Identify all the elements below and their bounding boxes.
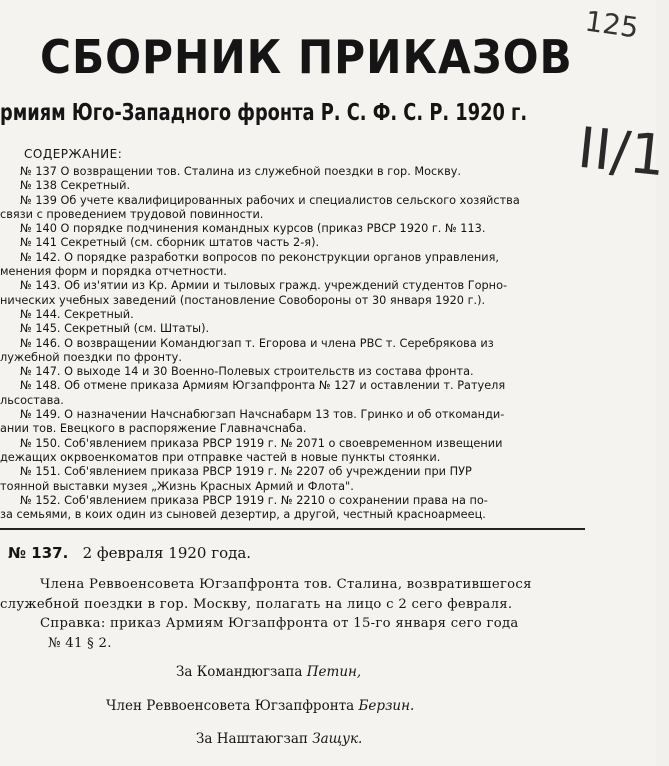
contents-line: № 145. Секретный (см. Штаты). [20, 322, 210, 336]
contents-list [0, 165, 585, 522]
contents-line: № 138 Секретный. [20, 179, 131, 193]
contents-line: № 144. Секретный. [20, 307, 134, 321]
contents-line: № 146. О возвращении Командюгзап т. Егорова и члена РВС т. Серебрякова из [20, 336, 494, 350]
order-line: Справка: приказ Армиям Югзапфронта от 15-го января сего года [40, 616, 519, 631]
contents-line: нических учебных заведений (постановление Совобороны от 30 января 1920 г.). [0, 293, 486, 307]
contents-line: № 148. Об отмене приказа Армиям Югзапфронта № 127 и оставлении т. Ратуеля [20, 379, 506, 393]
contents-line: связи с проведением трудовой повинности. [0, 207, 264, 221]
signature-role: За Командюгзапа [176, 664, 303, 680]
signature-role: За Наштаюгзап [196, 731, 308, 747]
contents-line: ании тов. Евецкого в распоряжение Главначснаба. [0, 422, 307, 436]
handwritten-page-number: 125 [582, 4, 641, 45]
contents-line: лужебной поездки по фронту. [0, 350, 182, 364]
order-date: 2 февраля 1920 года. [82, 544, 252, 562]
contents-line: за семьями, в коих один из сыновей дезертир, а другой, честный красноармеец. [0, 508, 486, 522]
contents-line: № 137 О возвращении тов. Сталина из служебной поездки в гор. Москву. [20, 165, 462, 178]
contents-line: дежащих окрвоенкоматов при отправке частей в новые пункты стоянки. [0, 450, 441, 464]
contents-line: льсостава. [0, 393, 64, 407]
signature-role: Член Реввоенсовета Югзапфронта [106, 698, 355, 714]
document-title: СБОРНИК ПРИКАЗОВ [40, 30, 573, 84]
contents-line: № 142. О порядке разработки вопросов по реконструкции органов управления, [20, 250, 499, 264]
section-divider [0, 528, 585, 530]
contents-heading: СОДЕРЖАНИЕ: [24, 147, 123, 161]
contents-line: № 143. Об из'ятии из Кр. Армии и тыловых гражд. учреждений студентов Горно- [20, 279, 508, 293]
contents-line: тоянной выставки музея „Жизнь Красных Армий и Флота". [0, 479, 354, 493]
order-line: служебной поездки в гор. Москву, полагать на лицо с 2 сего февраля. [0, 596, 513, 612]
order-heading [8, 544, 251, 562]
order-line: Члена Реввоенсовета Югзапфронта тов. Сталина, возвратившегося [40, 577, 532, 592]
contents-line: № 151. Соб'явлением приказа РВСР 1919 г. № 2207 об учреждении при ПУР [20, 465, 472, 479]
signature-name: Защук. [312, 731, 363, 747]
contents-line: № 140 О порядке подчинения командных курсов (приказ РВСР 1920 г. № 113. [20, 222, 486, 236]
contents-line: № 139 Об учете квалифицированных рабочих и специалистов сельского хозяйства [20, 193, 520, 207]
contents-line: № 149. О назначении Начснабюгзап Начснабарм 13 тов. Гринко и об откоманди- [20, 408, 505, 422]
document-subtitle: рмиям Юго-Западного фронта Р. С. Ф. С. Р. 1920 г. [0, 100, 528, 126]
contents-line: № 150. Соб'явлением приказа РВСР 1919 г. № 2071 о своевременном извещении [20, 436, 503, 450]
signature-commander [176, 664, 361, 680]
signature-name: Петин, [306, 664, 362, 680]
contents-line: № 141 Секретный (см. сборник штатов часть 2-я). [20, 236, 320, 250]
order-line: № 41 § 2. [48, 635, 112, 651]
signature-chief-of-staff [196, 731, 362, 747]
handwritten-mark: II/1 [574, 115, 669, 190]
order-number: № 137. [8, 544, 69, 562]
contents-line: № 147. О выходе 14 и 30 Военно-Полевых строительств из состава фронта. [20, 365, 474, 379]
signature-council-member [106, 698, 414, 714]
contents-line: № 152. Соб'явлением приказа РВСР 1919 г. № 2210 о сохранении права на по- [20, 493, 488, 507]
order-body [0, 575, 585, 653]
signature-name: Берзин. [358, 698, 415, 714]
contents-line: менения форм и порядка отчетности. [0, 265, 227, 279]
